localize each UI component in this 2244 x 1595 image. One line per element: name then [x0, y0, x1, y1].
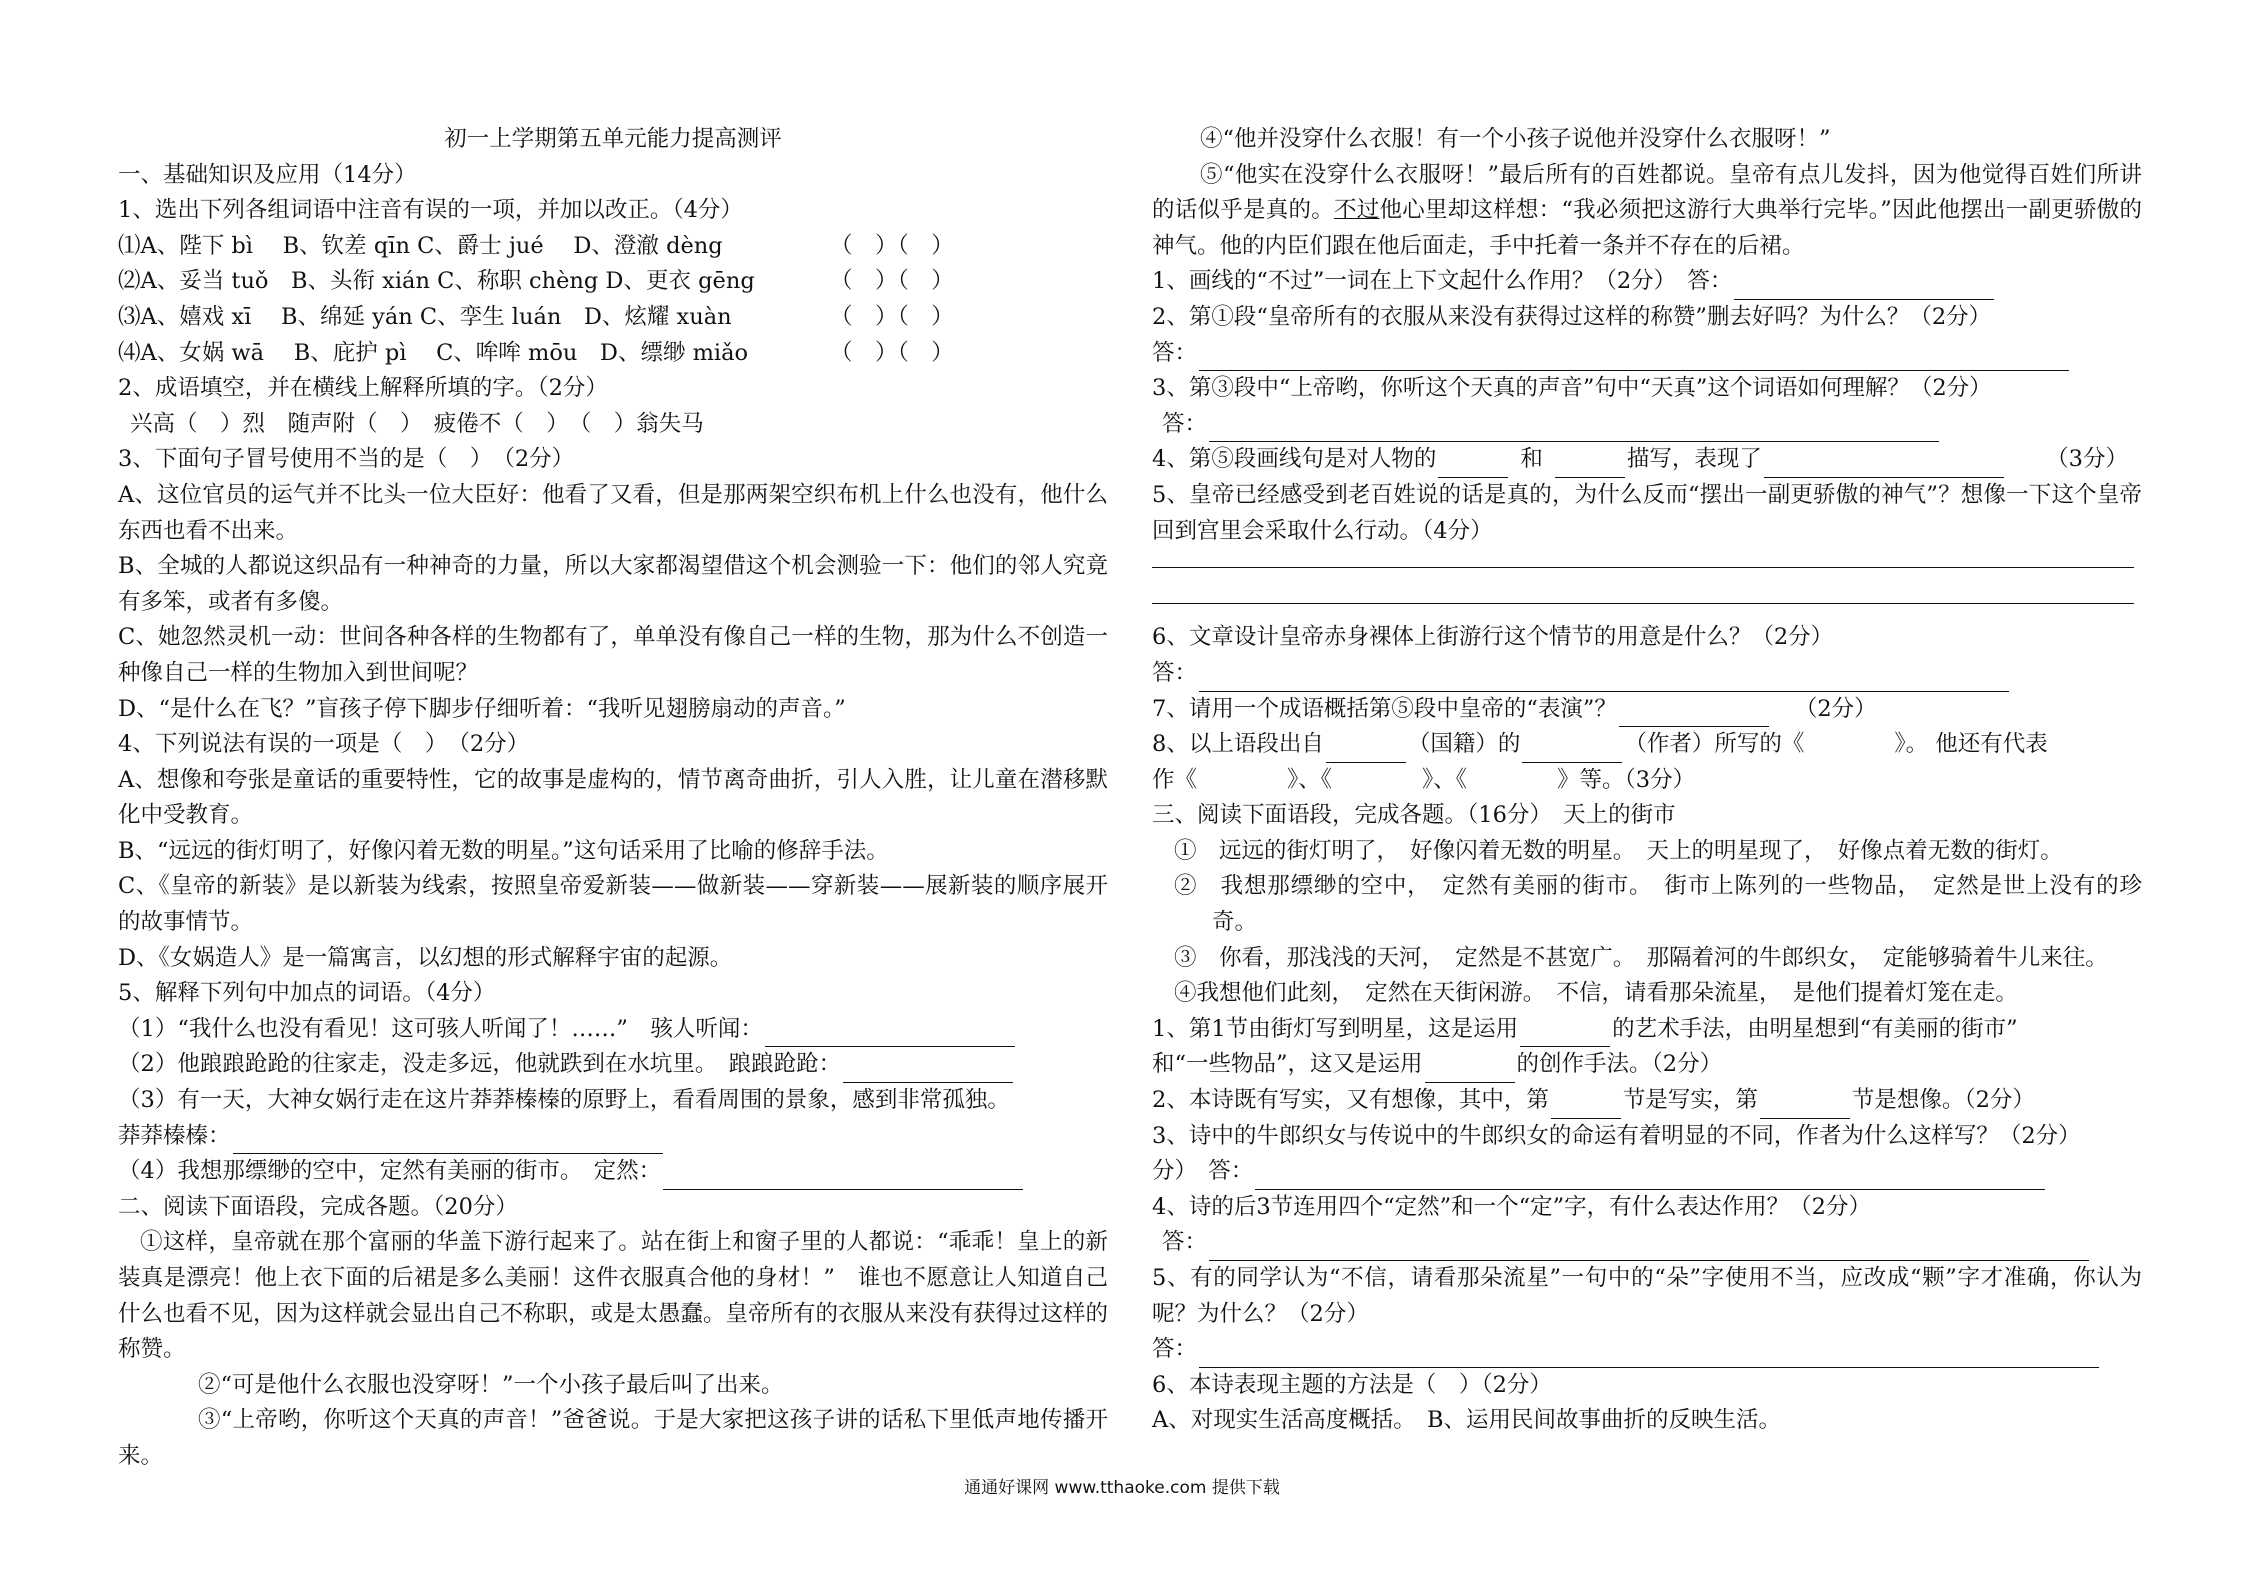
section-1-heading: 一、基础知识及应用（14分） — [118, 161, 417, 188]
reading-q3-answer: 答： — [1152, 407, 2142, 443]
question-2: 2、成语填空，并在横线上解释所填的字。（2分） — [118, 375, 608, 402]
answer-blank — [1619, 700, 1769, 727]
question-4-option-a: A、想像和夸张是童话的重要特性，它的故事是虚构的，情节离奇曲折，引人入胜，让儿童在潜移默化中受教育。 — [118, 766, 1108, 829]
question-5-item-4: （4）我想那缥缈的空中，定然有美丽的街市。 定然： — [118, 1154, 1108, 1190]
question-3-option-b: B、全城的人都说这织品有一种神奇的力量，所以大家都渴望借这个机会测验一下：他们的邻人究竟有多笨，或者有多傻。 — [118, 553, 1108, 615]
answer-blank — [843, 1056, 1013, 1083]
answer-blank — [1209, 415, 1939, 442]
answer-blank — [765, 1020, 1015, 1047]
question-3-option-d: D、“是什么在飞？”盲孩子停下脚步仔细听着：“我听见翅膀扇动的声音。” — [118, 695, 846, 722]
reading-q2: 2、第①段“皇帝所有的衣服从来没有获得过这样的称赞”删去好吗？为什么？（2分） — [1152, 303, 1992, 330]
question-5-item-3-label: 莽莽榛榛： — [118, 1119, 1108, 1155]
question-5: 5、解释下列句中加点的词语。（4分） — [118, 980, 496, 1007]
poem-q3-answer: 分） 答： — [1152, 1154, 2142, 1190]
reading-q8-cont: 作《 》、《 》、《 》等。（3分） — [1152, 766, 1696, 793]
reading-q1: 1、画线的“不过”一词在上下文起什么作用？（2分） 答： — [1152, 264, 2142, 300]
answer-blank — [1555, 451, 1625, 478]
passage-paragraph-3: ③“上帝哟，你听这个天真的声音！”爸爸说。于是大家把这孩子讲的话私下里低声地传播开来。 — [118, 1407, 1108, 1469]
answer-blank — [1760, 1092, 1850, 1119]
answer-blank — [1551, 1092, 1621, 1119]
q1-row-1: ⑴A、陛下 bì B、钦差 qīn C、爵士 jué D、澄澈 dèng （ ）（ ） — [118, 232, 954, 259]
q1-row-2: ⑵A、妥当 tuǒ B、头衔 xián C、称职 chèng D、更衣 gēng （ ）（ ） — [118, 268, 954, 295]
passage-paragraph-2: ②“可是他什么衣服也没穿呀！”一个小孩子最后叫了出来。 — [198, 1371, 784, 1398]
question-2-idioms: 兴高（ ）烈 随声附（ ） 疲倦不（ ） （ ）翁失马 — [130, 410, 704, 437]
answer-blank — [1199, 1341, 2099, 1368]
answer-blank — [1199, 665, 2009, 692]
answer-blank — [1734, 273, 1994, 300]
left-column — [118, 122, 1108, 1475]
q1-row-4: ⑷A、女娲 wā B、庇护 pì C、哞哞 mōu D、缥缈 miǎo （ ）（ ） — [118, 339, 954, 366]
answer-blank — [1438, 451, 1508, 478]
poem-q6: 6、本诗表现主题的方法是（ ）（2分） — [1152, 1371, 1552, 1398]
poem-stanza-4: ④我想他们此刻， 定然在天街闲游。 不信，请看那朵流星， 是他们提着灯笼在走。 — [1174, 980, 2018, 1007]
answer-blank — [1764, 451, 2004, 478]
question-3: 3、下面句子冒号使用不当的是（ ） （2分） — [118, 446, 575, 473]
reading-q6: 6、文章设计皇帝赤身裸体上街游行这个情节的用意是什么？（2分） — [1152, 624, 1834, 651]
question-3-option-c: C、她忽然灵机一动：世间各种各样的生物都有了，单单没有像自己一样的生物，那为什么不创造一种像自己一样的生物加入到世间呢？ — [118, 624, 1108, 686]
question-5-item-3: （3）有一天，大神女娲行走在这片莽莽榛榛的原野上，看看周围的景象，感到非常孤独。 — [118, 1087, 1010, 1114]
question-4-option-d: D、《女娲造人》是一篇寓言，以幻想的形式解释宇宙的起源。 — [118, 944, 733, 971]
question-5-item-2: （2）他踉踉跄跄的往家走，没走多远，他就跌到在水坑里。 踉踉跄跄： — [118, 1047, 1108, 1083]
page-title: 初一上学期第五单元能力提高测评 — [444, 126, 782, 152]
answer-blank — [1255, 1163, 2045, 1190]
answer-blank — [233, 1127, 663, 1154]
passage-paragraph-1: ①这样，皇帝就在那个富丽的华盖下游行起来了。站在街上和窗子里的人都说：“乖乖！皇上的新装真是漂亮！他上衣下面的后裙是多么美丽！这件衣服真合他的身材！” 谁也不愿意让人知道自己什么也看不见，因为这样就会显出自己不称职，或是太愚蠢。皇帝所有的衣服从来没有获得过这样的称赞。 — [118, 1229, 1109, 1363]
poem-stanza-2: ② 我想那缥缈的空中， 定然有美丽的街市。 街市上陈列的一些物品， 定然是世上没有的珍奇。 — [1174, 873, 2142, 936]
poem-q3: 3、诗中的牛郎织女与传说中的牛郎织女的命运有着明显的不同，作者为什么这样写？（2分） — [1152, 1122, 2081, 1149]
answer-blank — [1520, 1020, 1610, 1047]
poem-q1: 1、第1节由街灯写到明星，这是运用 的艺术手法，由明星想到“有美丽的街市” — [1152, 1012, 2142, 1048]
question-4-option-b: B、“远远的街灯明了，好像闪着无数的明星。”这句话采用了比喻的修辞手法。 — [118, 837, 889, 864]
question-5-item-1: （1）“我什么也没有看见！这可骇人听闻了！……” 骇人听闻： — [118, 1012, 1108, 1048]
answer-blank — [1522, 736, 1622, 763]
passage-paragraph-5: ⑤“他实在没穿什么衣服呀！”最后所有的百姓都说。皇帝有点儿发抖，因为他觉得百姓们所讲的话似乎是真的。不过他心里却这样想：“我必须把这游行大典举行完毕。”因此他摆出一副更骄傲的神气。他的内臣们跟在他后面走，手中托着一条并不存在的后裙。 — [1152, 161, 2142, 259]
answer-blank — [1326, 736, 1406, 763]
page-footer: 通通好课网 www.tthaoke.com 提供下载 — [964, 1478, 1280, 1498]
reading-q7: 7、请用一个成语概括第⑤段中皇帝的“表演”？ （2分） — [1152, 692, 2142, 728]
section-3-heading: 三、阅读下面语段，完成各题。（16分） 天上的街市 — [1152, 802, 1676, 829]
answer-blank — [1425, 1056, 1515, 1083]
poem-q2: 2、本诗既有写实，又有想像，其中，第 节是写实，第 节是想像。（2分） — [1152, 1083, 2142, 1119]
answer-line — [1152, 549, 2142, 585]
reading-q6-answer: 答： — [1152, 656, 2142, 692]
reading-q3: 3、第③段中“上帝哟，你听这个天真的声音”句中“天真”这个词语如何理解？（2分） — [1152, 375, 1992, 402]
answer-blank — [663, 1163, 1023, 1190]
question-4-option-c: C、《皇帝的新装》是以新装为线索，按照皇帝爱新装——做新装——穿新装——展新装的顺序展开的故事情节。 — [118, 873, 1108, 936]
poem-stanza-1: ① 远远的街灯明了， 好像闪着无数的明星。 天上的明星现了， 好像点着无数的街灯。 — [1174, 837, 2063, 864]
section-2-heading: 二、阅读下面语段，完成各题。（20分） — [118, 1193, 518, 1220]
passage-paragraph-4: ④“他并没穿什么衣服！有一个小孩子说他并没穿什么衣服呀！” — [1200, 126, 1831, 152]
answer-blank — [1209, 1234, 2089, 1261]
poem-stanza-3: ③ 你看，那浅浅的天河， 定然是不甚宽广。 那隔着河的牛郎织女， 定能够骑着牛儿来往。 — [1174, 944, 2108, 971]
reading-q2-answer: 答： — [1152, 336, 2142, 372]
poem-q1-cont: 和“一些物品”，这又是运用 的创作手法。（2分） — [1152, 1047, 2142, 1083]
poem-q5-answer: 答： — [1152, 1332, 2142, 1368]
question-3-option-a: A、这位官员的运气并不比头一位大臣好：他看了又看，但是那两架空织布机上什么也没有，他什么东西也看不出来。 — [118, 481, 1108, 544]
poem-q4: 4、诗的后3节连用四个“定然”和一个“定”字，有什么表达作用？（2分） — [1152, 1193, 1871, 1220]
poem-q6-options: A、对现实生活高度概括。 B、运用民间故事曲折的反映生活。 — [1152, 1407, 1782, 1434]
answer-line — [1152, 585, 2142, 621]
right-column — [1152, 122, 2142, 1439]
poem-q5: 5、有的同学认为“不信，请看那朵流星”一句中的“朵”字使用不当，应改成“颗”字才准确，你认为呢？为什么？（2分） — [1152, 1265, 2142, 1327]
reading-q5: 5、皇帝已经感受到老百姓说的话是真的，为什么反而“摆出一副更骄傲的神气”？想像一下这个皇帝回到宫里会采取什么行动。（4分） — [1152, 481, 2142, 544]
q1-row-3: ⑶A、嬉戏 xī B、绵延 yán C、孪生 luán D、炫耀 xuàn （ ）（ ） — [118, 303, 954, 330]
answer-blank — [1199, 344, 2069, 371]
underlined-word: 不过 — [1333, 197, 1380, 224]
question-1: 1、选出下列各组词语中注音有误的一项，并加以改正。（4分） — [118, 197, 743, 224]
question-4: 4、下列说法有误的一项是（ ） （2分） — [118, 731, 530, 758]
poem-q4-answer: 答： — [1152, 1225, 2142, 1261]
reading-q4: 4、第⑤段画线句是对人物的 和 描写，表现了 （3分） — [1152, 442, 2142, 478]
reading-q8: 8、以上语段出自 （国籍）的 （作者）所写的《 》。 他还有代表 — [1152, 727, 2142, 763]
